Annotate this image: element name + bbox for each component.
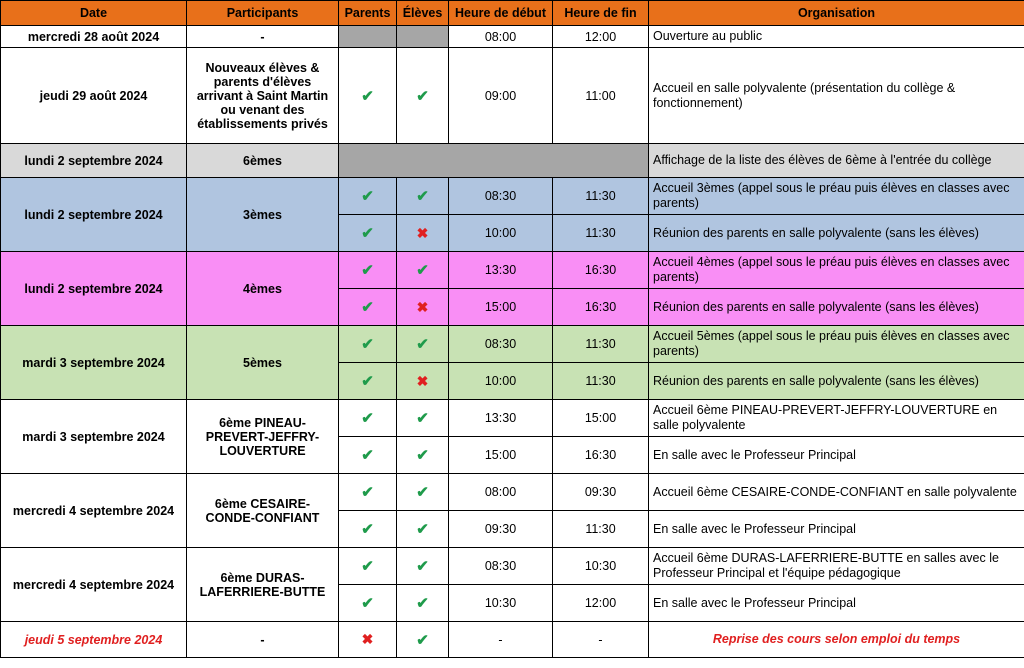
cell-parents-check [339, 400, 397, 437]
cell-heure-fin: 12:00 [553, 26, 649, 48]
cell-eleves-check [397, 326, 449, 363]
cell-participants: Nouveaux élèves & parents d'élèves arrivant à Saint Martin ou venant des établissements privés [187, 48, 339, 144]
table-header [1, 1, 1024, 26]
cell-eleves-check [397, 585, 449, 622]
cross-icon: ✖ [361, 631, 374, 647]
check-icon: ✔ [361, 484, 374, 501]
table-row [1, 48, 1024, 144]
check-icon: ✔ [361, 410, 374, 427]
check-icon: ✔ [416, 262, 429, 279]
check-icon: ✔ [361, 299, 374, 316]
cell-heure-debut: 10:00 [449, 363, 553, 400]
cell-heure-debut: 08:00 [449, 474, 553, 511]
cell-heure-debut: 15:00 [449, 289, 553, 326]
cell-parents-check [339, 326, 397, 363]
cell-participants: 6ème CESAIRE-CONDE-CONFIANT [187, 474, 339, 548]
cell-organisation: Accueil 4èmes (appel sous le préau puis élèves en classes avec parents) [649, 252, 1024, 289]
cell-blocked-range [339, 144, 649, 178]
cell-eleves-check [397, 437, 449, 474]
table-row [1, 400, 1024, 437]
column-header-date: Date [1, 1, 187, 26]
cell-heure-fin: 15:00 [553, 400, 649, 437]
cell-parents-check [339, 215, 397, 252]
cell-organisation: Accueil 6ème CESAIRE-CONDE-CONFIANT en salle polyvalente [649, 474, 1024, 511]
cell-eleves-check [397, 252, 449, 289]
cell-heure-debut: 08:00 [449, 26, 553, 48]
cell-eleves-check [397, 548, 449, 585]
check-icon: ✔ [361, 336, 374, 353]
cell-parents-check [339, 289, 397, 326]
check-icon: ✔ [416, 336, 429, 353]
cell-organisation: Réunion des parents en salle polyvalente (sans les élèves) [649, 289, 1024, 326]
cell-organisation: En salle avec le Professeur Principal [649, 585, 1024, 622]
check-icon: ✔ [416, 595, 429, 612]
cell-participants: 5èmes [187, 326, 339, 400]
cell-date: lundi 2 septembre 2024 [1, 144, 187, 178]
cell-date: jeudi 5 septembre 2024 [1, 622, 187, 658]
cell-heure-fin: 11:30 [553, 363, 649, 400]
cross-icon: ✖ [416, 372, 429, 389]
cell-participants: 6ème DURAS-LAFERRIERE-BUTTE [187, 548, 339, 622]
cell-participants: 3èmes [187, 178, 339, 252]
cell-organisation: Ouverture au public [649, 26, 1024, 48]
table-row [1, 252, 1024, 289]
column-header-eleves: Élèves [397, 1, 449, 26]
cell-date: mercredi 4 septembre 2024 [1, 474, 187, 548]
cell-heure-fin: 10:30 [553, 548, 649, 585]
cell-eleves-check [397, 48, 449, 144]
cell-heure-fin: 11:30 [553, 178, 649, 215]
check-icon: ✔ [416, 558, 429, 575]
cell-heure-debut: 15:00 [449, 437, 553, 474]
column-header-heure-fin: Heure de fin [553, 1, 649, 26]
cell-parents-check [339, 48, 397, 144]
check-icon: ✔ [361, 447, 374, 464]
cell-parents-empty [339, 26, 397, 48]
cell-heure-debut: 13:30 [449, 252, 553, 289]
check-icon: ✔ [416, 188, 429, 205]
cell-heure-fin: 11:30 [553, 511, 649, 548]
check-icon: ✔ [416, 484, 429, 501]
cell-organisation: Accueil 6ème DURAS-LAFERRIERE-BUTTE en salles avec le Professeur Principal et l'équipe pédagogique [649, 548, 1024, 585]
cell-parents-check [339, 511, 397, 548]
cell-eleves-empty [397, 26, 449, 48]
cell-date: mercredi 4 septembre 2024 [1, 548, 187, 622]
column-header-heure-debut: Heure de début [449, 1, 553, 26]
cell-heure-debut: - [449, 622, 553, 658]
table-row [1, 474, 1024, 511]
cell-participants: 6ème PINEAU-PREVERT-JEFFRY-LOUVERTURE [187, 400, 339, 474]
cell-eleves-check [397, 400, 449, 437]
cell-organisation: Accueil 6ème PINEAU-PREVERT-JEFFRY-LOUVERTURE en salle polyvalente [649, 400, 1024, 437]
table-row [1, 144, 1024, 178]
cell-parents-check [339, 548, 397, 585]
cell-heure-fin: 11:30 [553, 326, 649, 363]
cell-heure-debut: 08:30 [449, 326, 553, 363]
cell-eleves-check [397, 511, 449, 548]
check-icon: ✔ [361, 87, 374, 105]
cell-date: mardi 3 septembre 2024 [1, 400, 187, 474]
cell-heure-debut: 10:30 [449, 585, 553, 622]
table-row [1, 622, 1024, 658]
cell-heure-debut: 09:00 [449, 48, 553, 144]
check-icon: ✔ [416, 87, 429, 105]
cell-eleves-cross [397, 363, 449, 400]
check-icon: ✔ [361, 595, 374, 612]
cell-date: lundi 2 septembre 2024 [1, 178, 187, 252]
check-icon: ✔ [361, 262, 374, 279]
table-row [1, 548, 1024, 585]
cell-eleves-cross [397, 289, 449, 326]
check-icon: ✔ [416, 521, 429, 538]
cell-eleves-check [397, 474, 449, 511]
check-icon: ✔ [361, 373, 374, 390]
cell-eleves-check [397, 622, 449, 658]
cell-heure-debut: 10:00 [449, 215, 553, 252]
cell-organisation: Réunion des parents en salle polyvalente (sans les élèves) [649, 215, 1024, 252]
cell-organisation: En salle avec le Professeur Principal [649, 511, 1024, 548]
cell-participants: 6èmes [187, 144, 339, 178]
cell-heure-fin: 16:30 [553, 252, 649, 289]
cell-organisation: Reprise des cours selon emploi du temps [649, 622, 1024, 658]
header-row [1, 1, 1024, 26]
check-icon: ✔ [416, 631, 429, 649]
column-header-participants: Participants [187, 1, 339, 26]
check-icon: ✔ [416, 410, 429, 427]
cell-parents-check [339, 474, 397, 511]
table-body [1, 26, 1024, 658]
cell-parents-cross [339, 622, 397, 658]
cross-icon: ✖ [416, 298, 429, 315]
table-row [1, 26, 1024, 48]
cell-parents-check [339, 178, 397, 215]
check-icon: ✔ [361, 188, 374, 205]
check-icon: ✔ [361, 225, 374, 242]
cell-heure-fin: 12:00 [553, 585, 649, 622]
cell-parents-check [339, 585, 397, 622]
cell-organisation: Réunion des parents en salle polyvalente (sans les élèves) [649, 363, 1024, 400]
cell-organisation: En salle avec le Professeur Principal [649, 437, 1024, 474]
cell-participants: 4èmes [187, 252, 339, 326]
cell-heure-debut: 08:30 [449, 548, 553, 585]
cell-eleves-check [397, 178, 449, 215]
table-row [1, 326, 1024, 363]
cell-eleves-cross [397, 215, 449, 252]
cell-date: mercredi 28 août 2024 [1, 26, 187, 48]
cell-heure-debut: 09:30 [449, 511, 553, 548]
cell-parents-check [339, 363, 397, 400]
cell-heure-debut: 13:30 [449, 400, 553, 437]
cell-date: mardi 3 septembre 2024 [1, 326, 187, 400]
check-icon: ✔ [361, 558, 374, 575]
check-icon: ✔ [361, 521, 374, 538]
cell-organisation: Accueil 3èmes (appel sous le préau puis élèves en classes avec parents) [649, 178, 1024, 215]
cell-heure-debut: 08:30 [449, 178, 553, 215]
cell-heure-fin: 11:30 [553, 215, 649, 252]
cell-organisation: Affichage de la liste des élèves de 6ème à l'entrée du collège [649, 144, 1024, 178]
table-row [1, 178, 1024, 215]
column-header-organisation: Organisation [649, 1, 1024, 26]
cross-icon: ✖ [416, 224, 429, 241]
cell-participants: - [187, 26, 339, 48]
check-icon: ✔ [416, 447, 429, 464]
cell-heure-fin: 09:30 [553, 474, 649, 511]
cell-date: jeudi 29 août 2024 [1, 48, 187, 144]
cell-heure-fin: 11:00 [553, 48, 649, 144]
cell-parents-check [339, 252, 397, 289]
cell-organisation: Accueil 5èmes (appel sous le préau puis élèves en classes avec parents) [649, 326, 1024, 363]
column-header-parents: Parents [339, 1, 397, 26]
cell-parents-check [339, 437, 397, 474]
cell-heure-fin: - [553, 622, 649, 658]
cell-organisation: Accueil en salle polyvalente (présentation du collège & fonctionnement) [649, 48, 1024, 144]
cell-heure-fin: 16:30 [553, 437, 649, 474]
cell-participants: - [187, 622, 339, 658]
cell-heure-fin: 16:30 [553, 289, 649, 326]
cell-date: lundi 2 septembre 2024 [1, 252, 187, 326]
